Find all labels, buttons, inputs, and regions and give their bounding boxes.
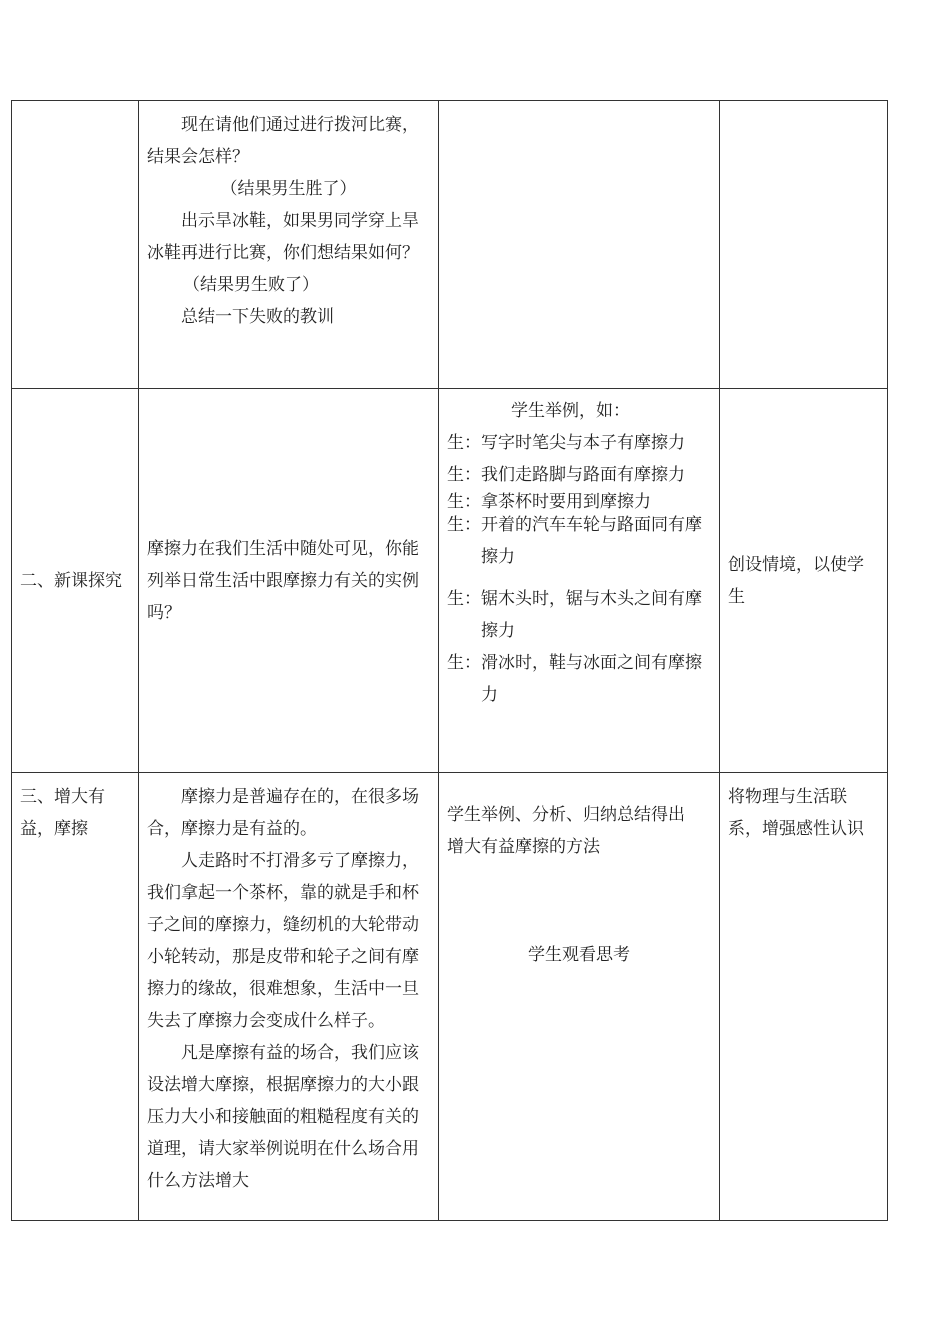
- stage-cell: [12, 773, 139, 1221]
- teacher-activity-cell: [139, 389, 439, 773]
- student-response: 生： 锯木头时，锯与木头之间有摩擦力: [447, 589, 702, 641]
- stage-cell: [12, 101, 139, 389]
- paragraph: （结果男生胜了）: [220, 179, 357, 199]
- stage-label: 二、新课探究: [20, 570, 122, 591]
- stage-label: 三、增大有益，摩擦: [20, 787, 105, 839]
- student-summary: 学生举例、分析、归纳总结得出: [447, 805, 685, 825]
- design-intent: 创设情境，以使学生: [728, 554, 864, 607]
- student-response: 生： 我们走路脚与路面有摩擦力: [447, 465, 685, 485]
- student-activity-cell: [439, 101, 720, 389]
- design-intent-cell: [720, 101, 888, 389]
- paragraph: 人走路时不打滑多亏了摩擦力，我们拿起一个茶杯，靠的就是手和杯子之间的摩擦力，缝纫机的大轮带动小轮转动，那是皮带和轮子之间有摩擦力的缘故，很难想象，生活中一旦失去了摩擦力会变成什么样子。: [147, 851, 419, 1031]
- lesson-plan-table: [11, 100, 888, 1221]
- table-row: [12, 773, 888, 1221]
- paragraph: （结果男生败了）: [183, 275, 319, 295]
- student-activity-cell: [439, 773, 720, 1221]
- student-activity-cell: [439, 389, 720, 773]
- student-observe: 学生观看思考: [528, 945, 630, 965]
- student-intro: 学生举例，如：: [511, 401, 630, 421]
- paragraph: 现在请他们通过进行拨河比赛，结果会怎样？: [147, 115, 419, 167]
- design-intent: 将物理与生活联系，增强感性认识: [728, 787, 864, 839]
- paragraph: 摩擦力在我们生活中随处可见，你能列举日常生活中跟摩擦力有关的实例吗？: [147, 538, 419, 623]
- teacher-activity-cell: [139, 101, 439, 389]
- stage-cell: [12, 389, 139, 773]
- student-response: 生： 滑冰时，鞋与冰面之间有摩擦力: [447, 653, 702, 705]
- teacher-activity-cell: [139, 773, 439, 1221]
- paragraph: 凡是摩擦有益的场合，我们应该设法增大摩擦，根据摩擦力的大小跟压力大小和接触面的粗糙程度有关的道理，请大家举例说明在什么场合用什么方法增大: [147, 1043, 419, 1191]
- paragraph: 总结一下失败的教训: [181, 307, 334, 327]
- table-row: [12, 389, 888, 773]
- paragraph: 摩擦力是普遍存在的，在很多场合，摩擦力是有益的。: [147, 787, 419, 839]
- design-intent-cell: [720, 773, 888, 1221]
- student-summary: 增大有益摩擦的方法: [447, 837, 600, 857]
- design-intent-cell: [720, 389, 888, 773]
- table-row: [12, 101, 888, 389]
- student-response: 生： 写字时笔尖与本子有摩擦力: [447, 433, 685, 453]
- student-response: 生： 拿茶杯时要用到摩擦力: [447, 492, 651, 512]
- paragraph: 出示旱冰鞋，如果男同学穿上旱冰鞋再进行比赛，你们想结果如何？: [147, 211, 419, 263]
- student-response: 生： 开着的汽车车轮与路面同有摩擦力: [447, 515, 702, 567]
